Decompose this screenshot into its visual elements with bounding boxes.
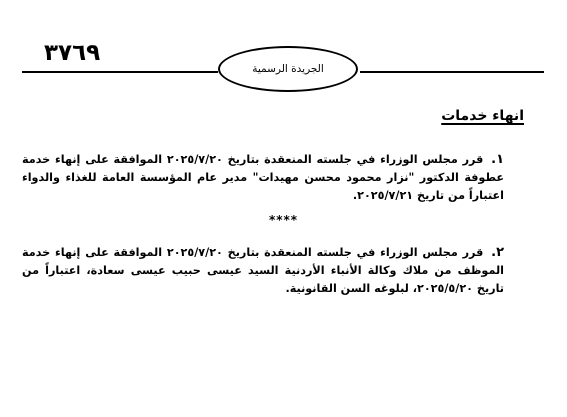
page-number: ٣٧٦٩: [44, 40, 101, 66]
decision-item: [22, 151, 504, 206]
decision-item: [22, 244, 504, 299]
section-divider: ****: [268, 213, 299, 227]
journal-name-oval: [218, 46, 358, 92]
item-text: قرر مجلس الوزراء في جلسته المنعقدة بتاريخ ٢٠٢٥/٧/٢٠ الموافقة على إنهاء خدمة الموظف من ملاك وكالة الأنباء الأردنية السيد عيسى حبيب عيسى سعادة، اعتباراً من تاريخ ٢٠٢٥/٥/٢٠، لبلوغه السن القانونية.: [22, 246, 504, 296]
journal-name: الجريدة الرسمية: [252, 63, 324, 75]
item-number: ٢.: [491, 245, 504, 260]
item-number: ١.: [491, 152, 504, 167]
header-rule-left: [22, 71, 218, 73]
header-rule-right: [360, 71, 544, 73]
section-title: انهاء خدمات: [441, 108, 524, 124]
item-text: قرر مجلس الوزراء في جلسته المنعقدة بتاريخ ٢٠٢٥/٧/٢٠ الموافقة على إنهاء خدمة عطوفة الدكتور "نزار محمود محسن مهيدات" مدير عام المؤسسة العامة للغذاء والدواء اعتباراً من تاريخ ٢٠٢٥/٧/٢١.: [22, 153, 504, 203]
